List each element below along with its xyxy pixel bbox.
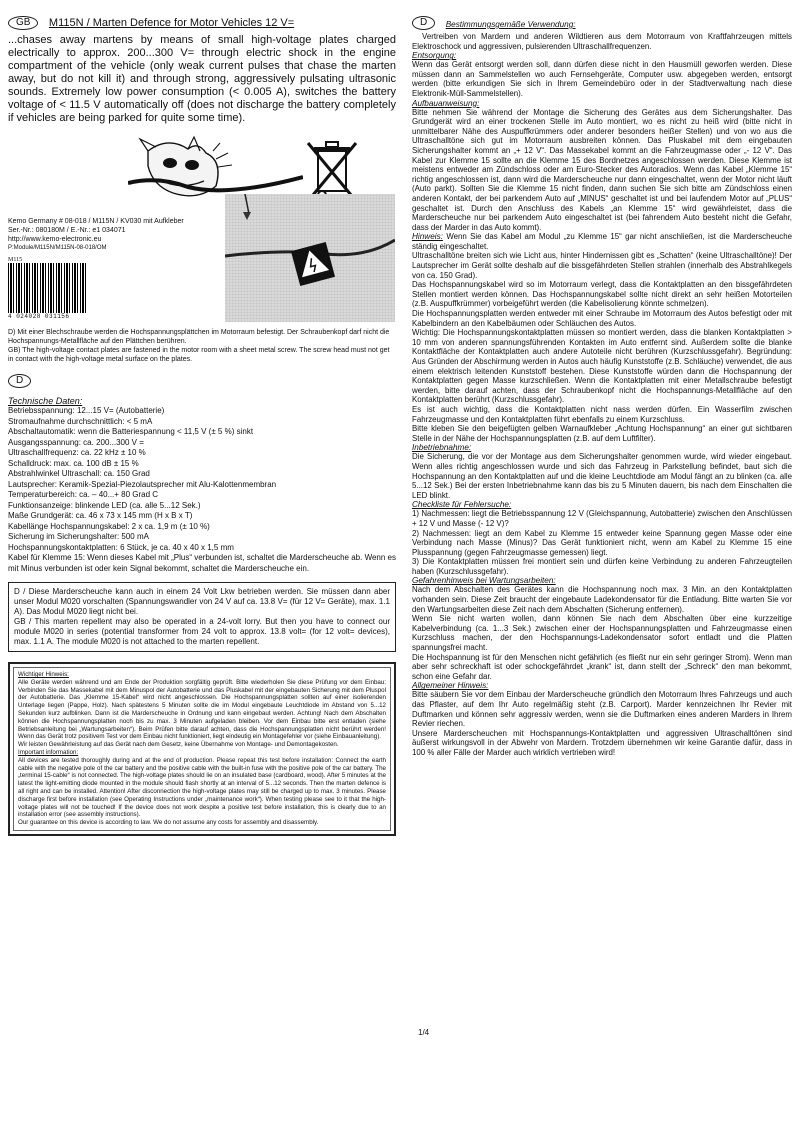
- general-heading: Allgemeiner Hinweis:: [412, 681, 489, 691]
- page-number: 1/4: [418, 1028, 430, 1037]
- tech-specs: [8, 406, 396, 574]
- spec-line: Sicherung im Sicherungshalter: 500 mA: [8, 532, 149, 541]
- plates-text: Die Hochspannungsplatten werden entweder mit einer Schraube im Motorraum des Autos befestigt oder mit Kabelbindern an den Kabelbäumen oder Schläuchen des Autos.: [412, 309, 792, 328]
- checklist-heading: Checkliste für Fehlersuche:: [412, 500, 512, 510]
- spec-line: Kabel für Klemme 15: Wenn dieses Kabel mit „Plus“ verbunden ist, schaltet die Marderscheuche ab. Wenn es mit Minus verbunden ist oder kein Signal bekommt, schaltet die Marderscheuche ein.: [8, 553, 396, 573]
- general-text: Bitte säubern Sie vor dem Einbau der Marderscheuche gründlich den Motorraum Ihres Fahrzeugs und auch das Pflaster, auf dem Ihr Auto regelmäßig steht (z.B. Carport). Marder kennzeichnen Ihr Revier mit Duftmarken und können sehr aggressiv werden, wenn sie die Duftmarken eines anderen Marders in Ihrem Revier riechen.: [412, 690, 792, 729]
- startup-text: Die Sicherung, die vor der Montage aus dem Sicherungshalter genommen wurde, wird wieder eingebaut. Wenn alles richtig angeschlossen wurde und sich das Fahrzeug in Parkstellung befindet, baut sich die Hochspannung an den Kontaktplatten auf und die kleine Leuchtdiode am Modul fängt an zu blinken (ca. alle 5...12 Sek.) Bei der ersten Inbetriebnahme kann das bis zu 5 Minuten dauern, bis nach dem Einschalten die LED blinkt.: [412, 452, 792, 500]
- lang-d-line: [8, 372, 396, 390]
- left-column: [8, 14, 396, 836]
- lang-badge-gb: GB: [8, 16, 38, 30]
- use-heading: Bestimmungsgemäße Verwendung:: [445, 20, 576, 29]
- ultrasonic-text: Ultraschalltöne breiten sich wie Licht aus, hinter Hindernissen gibt es „Schatten“ (keine Ultraschalltöne)! Der Lautsprecher im Gerät sollte deshalb auf die bissgefährdeten Stellen strahlen (innerhalb des Abstrahlkegels von ca. 150 Grad).: [412, 251, 792, 280]
- tech-heading: Technische Daten:: [8, 396, 83, 406]
- spec-line: Hochspannungskontaktplatten: 6 Stück, je ca. 40 x 40 x 1,5 mm: [8, 542, 234, 552]
- spec-line: Ausgangsspannung: ca. 200...300 V =: [8, 437, 144, 447]
- lang-badge-d: D: [8, 374, 31, 388]
- spec-line: Abschaltautomatik: wenn die Batteriespannung < 11,5 V (± 5 %) sinkt: [8, 427, 254, 436]
- spec-line: Temperaturbereich: ca. – 40...+ 80 Grad C: [8, 490, 159, 499]
- lorry-note-de: D / Diese Marderscheuche kann auch in einem 24 Volt Lkw betrieben werden. Sie müssen dann aber unser Modul M020 vorschalten (Spannungswandler von 24 V auf ca. 13.8 V= (für 12 V= Geräte), max. 1.1 A). Das Modul M020 liegt nicht bei.: [14, 587, 390, 616]
- lorry-note-gb: GB / This marten repellent may also be operated in a 24-volt lorry. But then you have to connect our module M020 in series (potential transformer from 24 volt to approx. 13.8 volt= (for 12 volt= devices), max. 1.1 A. The module M020 is not attached to the marten repellent.: [14, 617, 390, 646]
- meta-line: http://www.kemo-electronic.eu: [8, 236, 102, 243]
- assembly-text: Bitte nehmen Sie während der Montage die Sicherung des Gerätes aus dem Sicherungshalter. Das Grundgerät wird an einer trockenen Stelle im Auto montiert, wo es nicht zu heiß wird (bitte nicht in unmittelbarer Nähe des Auspuffkrümmers oder anderer besonders heißer Stellen) und von wo aus die Ultraschalltöne sich gut im Motorraum ausbreiten können. Das Pluskabel mit dem eingebauten Sicherungshalter kommt an „+ 12 V“. Das Massekabel kommt an die Fahrzeugmasse oder „- 12 V“. Das Kabel zur Klemme 15 sollte an die Klemme 15 des Bordnetzes angeschlossen werden. Diese Klemme ist meistens entweder am Zündschloss oder am Euro-Stecker des Autoradios. Wenn das Kabel „Klemme 15“ richtig angeschlossen ist, dann wird die Marderscheuche nur dann eingeschaltet, wenn der Motor nicht läuft (Auto parkt). Sollten Sie die Klemme 15 nicht finden, dann suchen Sie sich bitte am Zündschloss einen anderen Kontakt, der bei parkendem Auto auf „MINUS“ geschaltet ist und bei laufendem Motor auf „PLUS“ geschaltet ist. Durch den Anschluss des Kabels „an Klemme 15“ wird gewährleistet, dass die Marderscheuche nur bei parkendem Auto eingeschaltet ist (bei fahrendem Auto besteht nicht die Gefahr, dass der Marder in das Auto kommt).: [412, 107, 792, 232]
- checklist-item: 1) Nachmessen: liegt die Betriebsspannung 12 V (Gleichspannung, Autobatterie) zwischen den Anschlüssen + 12 V und Masse (- 12 V)?: [412, 509, 792, 528]
- hinweis-label: Hinweis:: [412, 232, 443, 242]
- intro-text: ...chases away martens by means of small high-voltage plates charged electrically to approx. 200...300 V= through electric shock in the engine compartment of the vehicle (only weak current pulses that chase the marten away, but do not kill it) and through strong, aggressively pulsating ultrasonic sounds. Extremely low power consumption (< 0.005 A), switches the battery voltage of < 11.5 V automatically off (does not discharge the battery completely if vehicles are being parked for quite some time).: [8, 34, 396, 124]
- important-info-box: [8, 662, 396, 836]
- use-heading-line: [412, 14, 792, 32]
- danger-text-3: Die Hochspannung ist für den Menschen nicht gefährlich (es fließt nur ein sehr geringer Strom). Wenn man aber sehr schreckhaft ist oder schockgefährdet „krank“ ist, dann stellt der „Schreck“ den man bekommt, schon eine Gefahr dar.: [412, 652, 792, 681]
- barcode-label: M115: [8, 257, 23, 263]
- warn-heading-gb: Important information:: [18, 748, 79, 756]
- warn-text-de: Alle Geräte werden während und am Ende der Produktion sorgfältig geprüft. Bitte wiederholen Sie diese Prüfung vor dem Einbau: Verbinden Sie das Massekabel mit dem Minuspol der Autobatterie und das Pluskabel mit der eingebauten Sicherung mit dem Pluspol der Autobatterie. Das „Klemme 15-Kabel“ wird nicht angeschlossen. Die Hochspannungsplatten sollten auf einer isolierenden Unterlage liegen (Pappe, Holz). Nach spätestens 5 Minuten sollte die im Modul eingebaute Leuchtdiode im Abstand von 5...12 Sekunden kurz aufblinken. Dann ist die Marderscheuche in Ordnung und kann eingebaut werden. Achtung! Nach dem Abschalten können die Hochspannungsplatten noch bis zu max. 3 Minuten aufgeladen bleiben. Vor dem Einbau bitte erst entladen (siehe Betriebsanleitung bei „Wartungsarbeiten“). Beim Prüfen bitte darauf achten, dass die Hochspannungsplatten nicht berührt werden! Wenn das Gerät trotz positivem Test vor dem Einbau nicht funktioniert, liegt eindeutig ein Montagefehler vor (siehe Einbauanleitung).: [18, 678, 386, 741]
- spec-line: Lautsprecher: Keramik-Spezial-Piezolautsprecher mit Alu-Kalottenmembran: [8, 479, 277, 489]
- meta-path: P:Module/M115N/M115N-08-018/OM: [8, 245, 107, 251]
- important-text: Wichtig: Die Hochspannungskontaktplatten müssen so montiert werden, dass die blanken Kontaktplatten > 10 mm von anderen spannungsführenden Kontakten im Auto entfernt sind. Außerdem sollte die blanke Kontaktfläche der Kontaktplatten auch andere Autoteile nicht berühren (Kurzschlussgefahr). Begründung: Aus Gründen der Abschirmung werden in Autos auch häufig Kunststoffe (z.B. Schläuche) verwendet, die aus einem elektrisch leitenden Kunststoff bestehen. Diese Kunststoffe würden dann die Hochspannung der Kontaktplatten gegen Masse kurzschließen. Wenn die Kontaktplatten mit einer Metallschraube befestigt werden, bitte darauf achten, dass der Schraubenkopf nicht die Hochspannungs-Metallfläche auf den Kontaktplatten berührt (Kurzschlussgefahr).: [412, 328, 792, 405]
- right-column: [412, 14, 792, 758]
- warn-text-gb2: Our guarantee on this device is according to law. We do not assume any costs for assembly and disassembly.: [18, 819, 319, 827]
- spec-line: Stromaufnahme durchschnittlich: < 5 mA: [8, 416, 153, 426]
- general-text-2: Unsere Marderscheuchen mit Hochspannungs-Kontaktplatten und aggressiven Ultraschalltönen sind äußerst wirkungsvoll in der Abwehr von Mardern. Trotzdem übernehmen wir keine Garantie dafür, dass in 100 % aller Fälle der Marder auch wirklich vertrieben wird!: [412, 728, 792, 757]
- use-text: Vertreiben von Mardern und anderen Wildtieren aus dem Motorraum von Kraftfahrzeugen mittels Elektroschock und aggressiven, pulsierenden Ultraschallfrequenzen.: [412, 32, 792, 51]
- danger-text-2: Wenn Sie nicht warten wollen, dann können Sie nach dem Abschalten über eine kurzzeitige Kabelverbindung (ca. 1...3 Sek.) zwischen einer der Hochspannungsplatten und Fahrzeugmasse einen Kurzschluss machen, der den Hochspannungs-Ladekondensator sofort entladt und die Platten spannungsfrei macht.: [412, 614, 792, 653]
- mounting-photo: [225, 194, 395, 322]
- hinweis-para: [412, 232, 792, 251]
- barcode: [8, 257, 88, 320]
- spec-line: Abstrahlwinkel Ultraschall: ca. 150 Grad: [8, 469, 150, 478]
- spec-line: Betriebsspannung: 12...15 V= (Autobatterie): [8, 406, 165, 415]
- barcode-bars: [8, 263, 88, 313]
- disposal-heading: Entsorgung:: [412, 51, 457, 61]
- sticker-text: Bitte kleben Sie den beigefügten gelben Warnaufkleber „Achtung Hochspannung“ an einer gut sichtbaren Stelle in der Nähe der Hochspannungsplatten (z.B. auf dem Luftfilter).: [412, 424, 792, 443]
- spec-line: Maße Grundgerät: ca. 46 x 73 x 145 mm (H x B x T): [8, 511, 193, 520]
- barcode-number: 4 024028 031156: [8, 313, 70, 320]
- spec-line: Kabellänge Hochspannungskabel: 2 x ca. 1,9 m (± 10 %): [8, 521, 210, 531]
- hinweis-text: Wenn Sie das Kabel am Modul „zu Klemme 15“ gar nicht anschließen, ist die Marderscheuche ständig eingeschaltet.: [412, 232, 792, 251]
- checklist-item: 3) Die Kontaktplatten müssen frei montiert sein und dürfen keine Verbindung zu anderen Fahrzeugteilen haben (Kurzschlussgefahr).: [412, 557, 792, 576]
- lorry-note-box: [8, 582, 396, 652]
- water-text: Es ist auch wichtig, dass die Kontaktplatten nicht nass werden dürfen. Ein Wasserfilm zwischen Fahrzeugmasse und den Kontaktplatten führt ebenfalls zu einem Kurzschluss.: [412, 404, 792, 424]
- important-info-inner: [13, 667, 391, 831]
- warn-heading-de: Wichtiger Hinweis:: [18, 671, 69, 678]
- checklist-item: 2) Nachmessen: liegt an dem Kabel zu Klemme 15 entweder keine Spannung gegen Masse oder eine Verbindung nach Masse (Minus)? Das Gerät funktioniert nicht, wenn am Kabel zu Klemme 15 eine Plusspannung (gegen Fahrzeugmasse gemessen) liegt.: [412, 528, 792, 557]
- screw-note-gb: GB) The high-voltage contact plates are fastened in the motor room with a sheet metal screw. The screw head must not get in contact with the high-voltage metal surface on the plates.: [8, 347, 390, 363]
- warn-text-gb: All devices are tested thoroughly during and at the end of production. Please repeat this test before installation: Connect the earth cable with the negative pole of the car battery and the positive cable with the built-in fuse with the positive pole of the car battery. The „terminal 15-cable“ is not connected. The high-voltage plates should lie on an insulated base (cardboard, wood). After 5 minutes at the latest the light-emitting diode mounted in the module should flash shortly at an interval of 5...12 seconds. Then the marten defence is all right and can be installed. Attention! After disconnection the high-voltage plates may still be charged up to max. 3 minutes. Please discharge first before installation (see Operating Instructions under „maintenance work“). When testing please see to it that the high-voltage plates will not be touched! If the device does not work despite a positive test before installation, this is clearly due to an installation error (see assembly instructions).: [18, 756, 386, 819]
- meta-line: Kemo Germany # 08-018 / M115N / KV030 mit Aufkleber: [8, 218, 184, 225]
- danger-heading: Gefahrenhinweis bei Wartungsarbeiten:: [412, 576, 556, 586]
- spec-line: Funktionsanzeige: blinkende LED (ca. alle 5...12 Sek.): [8, 500, 201, 510]
- assembly-heading: Aufbauanweisung:: [412, 98, 480, 108]
- danger-text: Nach dem Abschalten des Gerätes kann die Hochspannung noch max. 3 Min. an den Kontaktplatten vorhanden sein. Diese Zeit braucht der eingebaute Ladekondensator für die Entladung. Bitte warten Sie vor den Wartungsarbeiten diese Zeit nach dem Abschalten (Sicherung entfernen).: [412, 585, 792, 614]
- title-line: [8, 14, 396, 32]
- lang-badge-d-right: D: [412, 16, 435, 30]
- warn-text-de2: Wir leisten Gewährleistung auf das Gerät nach dem Gesetz, keine Übernahme von Montage- und Demontagekosten.: [18, 741, 339, 749]
- disposal-text: Wenn das Gerät entsorgt werden soll, dann dürfen diese nicht in den Hausmüll geworfen werden. Diese müssen dann an Sammelstellen wo auch Fernsehgeräte, Computer usw. abgegeben werden, entsorgt werden (bitte erkundigen Sie sich in Ihrem Gemeindebüro oder in der Stadtverwaltung nach diese Elektronik-Müll-Sammelstellen).: [412, 60, 792, 98]
- screw-note: [8, 328, 396, 364]
- cable-text: Das Hochspannungskabel wird so im Motorraum verlegt, dass die Kontaktplatten an den bissgefährdeten Stellen montiert werden können. Das Hochspannungskabel sollte nicht direkt an sehr heißen Motorteilen (z.B. Auspuffkrümmer) vorbeigeführt werden (die Kabelisolierung könnte schmelzen).: [412, 280, 792, 309]
- spec-line: Ultraschallfrequenz: ca. 22 kHz ± 10 %: [8, 448, 146, 457]
- page-title: M115N / Marten Defence for Motor Vehicles 12 V=: [48, 16, 295, 29]
- mounting-illustration: [225, 194, 395, 322]
- spec-line: Schalldruck: max. ca. 100 dB ± 15 %: [8, 458, 139, 468]
- meta-line: Ser.-Nr.: 080180M / E.-Nr.: e1 034071: [8, 227, 126, 234]
- screw-note-de: D) Mit einer Blechschraube werden die Hochspannungsplättchen im Motorraum befestigt. Der Schraubenkopf darf nicht die Hochspannungs-Metallfläche auf den Plättchen berühren.: [8, 329, 390, 345]
- startup-heading: Inbetriebnahme:: [412, 443, 472, 453]
